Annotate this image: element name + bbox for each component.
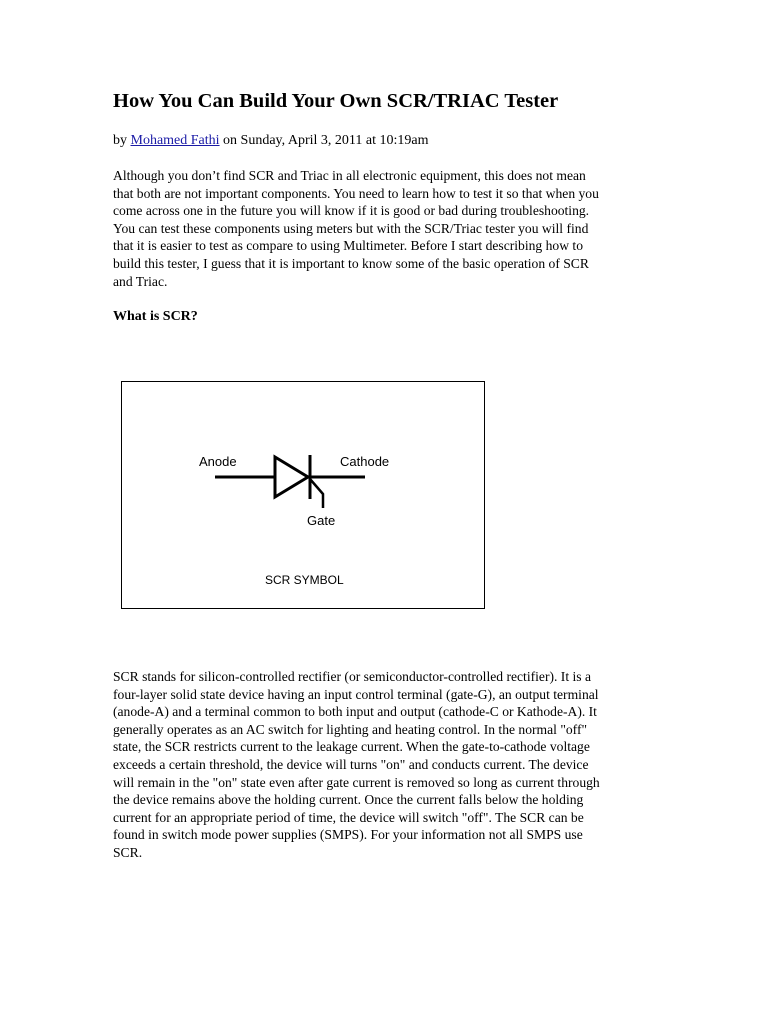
paragraph-line: generally operates as an AC switch for lighting and heating control. In the normal "off" [113,721,588,737]
paragraph-line: (anode-A) and a terminal common to both input and output (cathode-C or Kathode-A). It [113,704,597,720]
gate-label: Gate [307,513,336,528]
paragraph-line: and Triac. [113,273,168,289]
paragraph-line: will remain in the "on" state even after gate current is removed so long as current through [113,774,600,790]
figure-caption: SCR SYMBOL [265,573,344,587]
paragraph-line: build this tester, I guess that it is important to know some of the basic operation of SCR [113,255,589,271]
paragraph-line: Although you don’t find SCR and Triac in all electronic equipment, this does not mean [113,168,586,183]
byline [113,133,429,149]
paragraph-line: current for an appropriate period of time, the device will switch "off". The SCR can be [113,809,584,825]
paragraph-line: You can test these components using meters but with the SCR/Triac tester you will find [113,220,589,236]
paragraph-line: exceeds a certain threshold, the device will turns "on" and conducts current. The device [113,756,589,772]
paragraph-line: four-layer solid state device having an input control terminal (gate-G), an output terminal [113,686,599,702]
anode-label: Anode [199,454,237,469]
scr-symbol-figure [121,381,485,609]
byline-prefix: by [113,133,131,148]
author-link[interactable]: Mohamed Fathi [130,133,220,148]
paragraph-line: come across one in the future you will know if it is good or bad during troubleshooting. [113,203,590,219]
paragraph-line: that it is easier to test as compare to using Multimeter. Before I start describing how to [113,238,584,254]
intro-paragraph [113,167,673,290]
gate-lead [310,479,323,508]
diode-triangle [275,457,308,497]
paragraph-line: SCR stands for silicon-controlled rectifier (or semiconductor-controlled rectifier). It is a [113,669,591,684]
scr-description-paragraph [113,668,673,862]
byline-date: on Sunday, April 3, 2011 at 10:19am [219,133,429,148]
section-heading: What is SCR? [113,309,198,324]
scr-symbol-diagram [122,382,486,610]
paragraph-line: the device remains above the holding current. Once the current falls below the holding [113,792,584,808]
paragraph-line: SCR. [113,844,143,860]
article-title: How You Can Build Your Own SCR/TRIAC Tester [113,90,559,112]
paragraph-line: state, the SCR restricts current to the leakage current. When the gate-to-cathode voltage [113,739,590,755]
paragraph-line: found in switch mode power supplies (SMPS). For your information not all SMPS use [113,827,583,843]
cathode-label: Cathode [340,454,390,469]
paragraph-line: that both are not important components. You need to learn how to test it so that when you [113,185,599,201]
